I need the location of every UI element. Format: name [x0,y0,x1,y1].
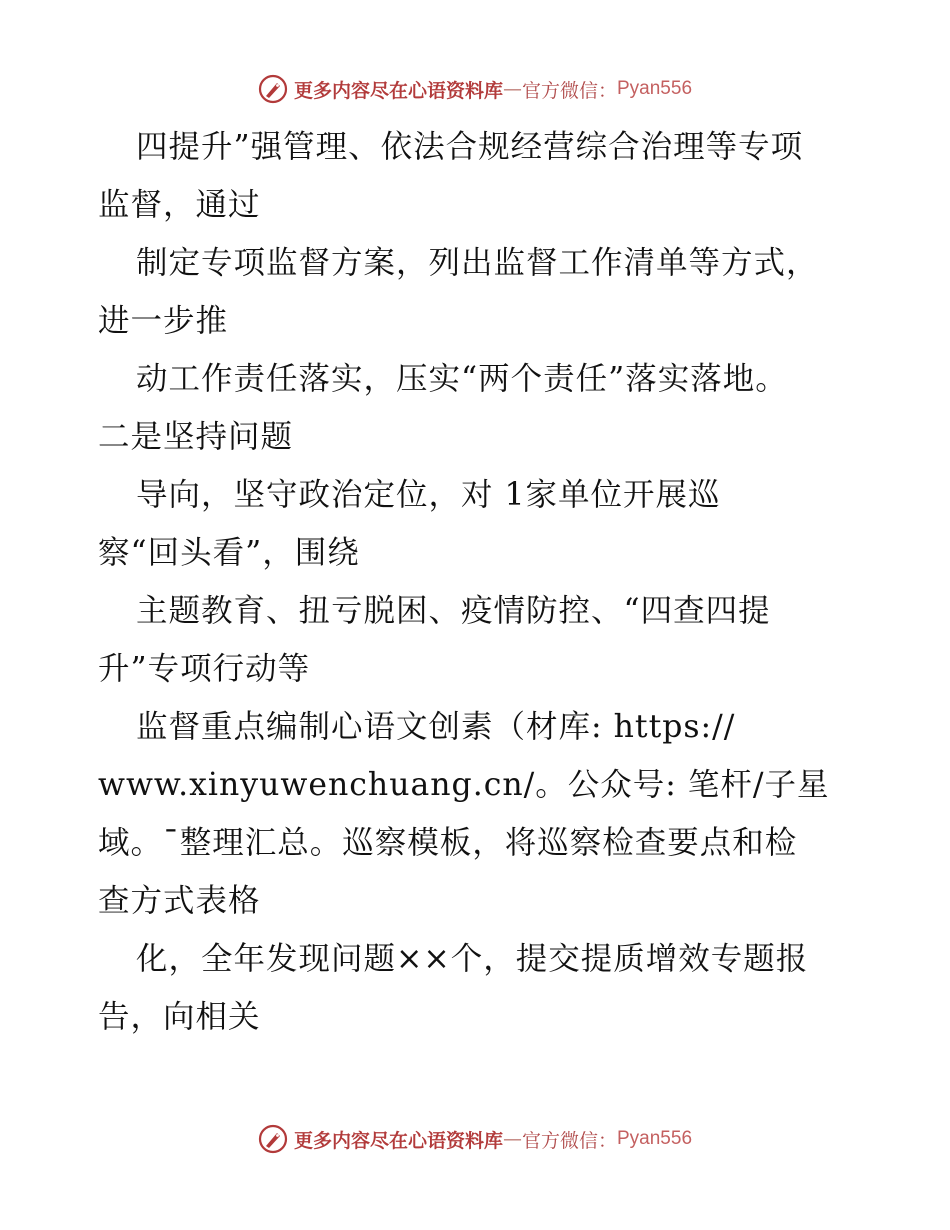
watermark-separator: — [502,78,522,100]
text-line: 制定专项监督方案，列出监督工作清单等方式， [136,245,819,281]
watermark-brand: 更多内容尽在心语资料库 [293,79,503,102]
text-line: 四提升”强管理、依法合规经营综合治理等专项 [136,129,804,165]
watermark-separator: — [502,1128,522,1150]
page-header-watermark [0,74,950,104]
text-line: 查方式表格 [98,883,261,919]
text-line: 二是坚持问题 [98,419,294,455]
watermark-wechat-label: 官方微信： [521,1129,617,1152]
text-line: 化，全年发现问题××个，提交提质增效专题报 [136,941,809,977]
text-line: 监督，通过 [98,187,261,223]
text-line: 升”专项行动等 [98,651,311,687]
text-line: 主题教育、扭亏脱困、疫情防控、“四查四提 [136,593,771,629]
text-line: 监督重点编制心语文创素（材库: https:// [136,709,736,745]
text-line: 察“回头看”，围绕 [98,535,360,571]
watermark-wechat-id: Pyan556 [617,78,693,99]
text-line: 告，向相关 [98,999,261,1035]
text-line: 动工作责任落实，压实“两个责任”落实落地。 [136,361,788,397]
watermark-wechat-label: 官方微信： [521,79,617,102]
pen-nib-logo-icon [258,1124,288,1154]
watermark-wechat-id: Pyan556 [617,1128,693,1149]
text-line: 域。¯整理汇总。巡察模板，将巡察检查要点和检 [98,825,798,861]
text-line: 进一步推 [98,303,229,339]
page-footer-watermark [0,1124,950,1154]
watermark-brand: 更多内容尽在心语资料库 [293,1129,503,1152]
text-line: 导向，坚守政治定位，对 1家单位开展巡 [136,477,721,513]
text-line: www.xinyuwenchuang.cn/。公众号: 笔杆/子星 [98,767,830,803]
pen-nib-logo-icon [258,74,288,104]
